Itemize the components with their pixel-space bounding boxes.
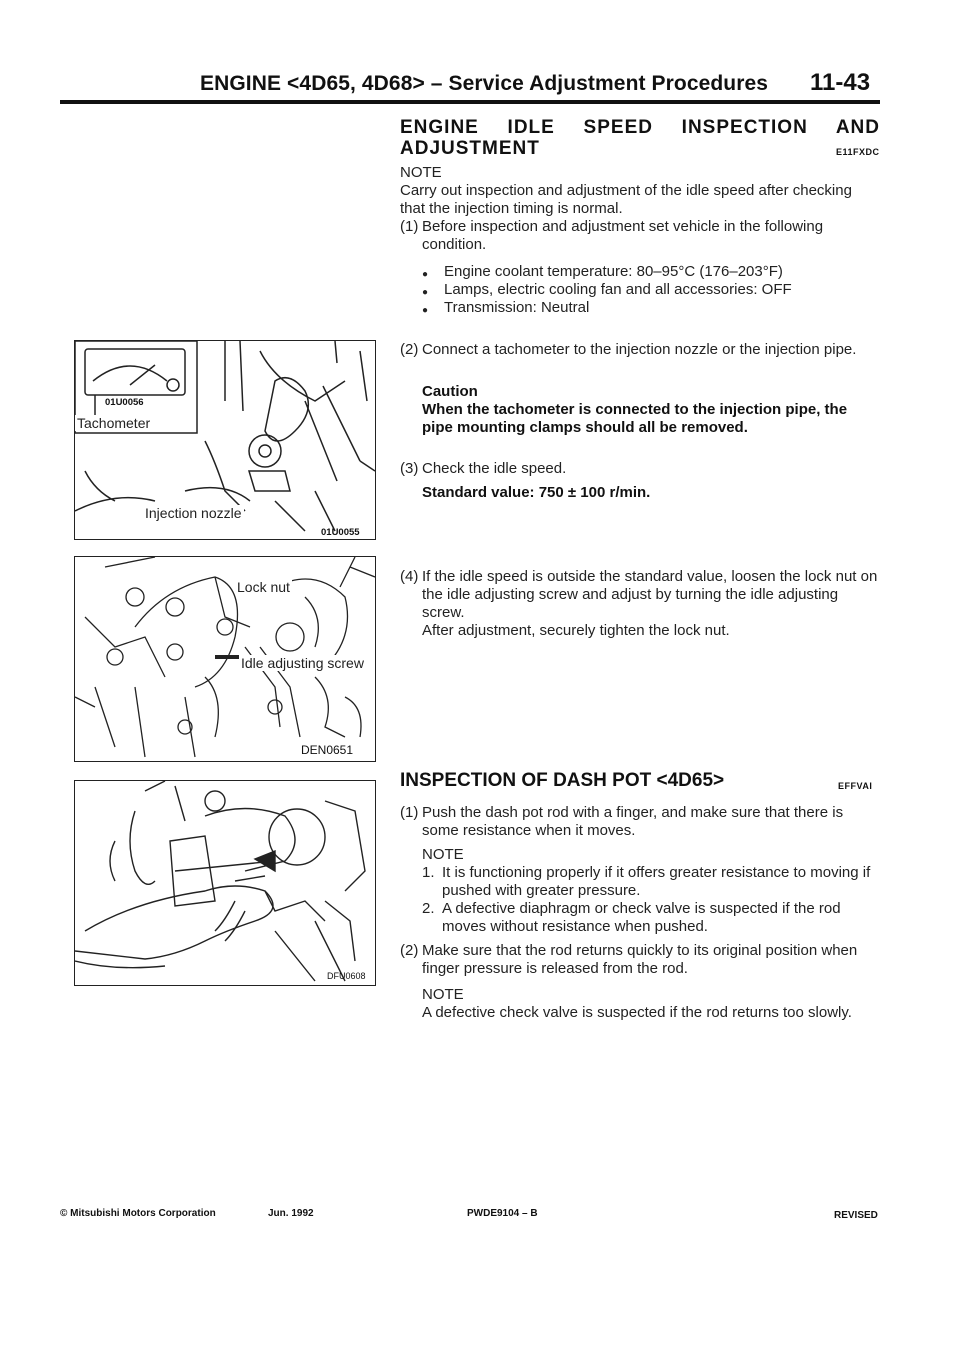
- bullet-item: ● Engine coolant temperature: 80–95°C (176–203°F): [444, 263, 783, 281]
- step-text: Make sure that the rod returns quickly to its original position when finger pressure is released from the rod.: [422, 942, 858, 977]
- label-injection-nozzle: Injection nozzle: [145, 505, 242, 521]
- note-label: NOTE: [400, 164, 442, 181]
- step-number: (1): [400, 804, 419, 821]
- caution-text: When the tachometer is connected to the injection pipe, the pipe mounting clamps should all be removed.: [422, 401, 848, 436]
- note-text: It is functioning properly if it offers greater resistance to moving if pushed with greater pressure.: [442, 864, 871, 899]
- section-title-idle-line2: ADJUSTMENT: [400, 138, 540, 159]
- figure-code: DFU0608: [327, 971, 366, 981]
- section-title-idle: ENGINE IDLE SPEED INSPECTION AND: [400, 117, 880, 138]
- standard-value: Standard value: 750 ± 100 r/min.: [422, 484, 651, 501]
- step-text-after: After adjustment, securely tighten the lock nut.: [422, 622, 730, 639]
- dash-pot-illustration: [75, 781, 375, 985]
- caution-label: Caution: [422, 383, 478, 400]
- note-text: Carry out inspection and adjustment of the idle speed after checking that the injection timing is normal.: [400, 182, 852, 217]
- step-number: (4): [400, 568, 419, 585]
- section-code-idle: E11FXDC: [836, 147, 880, 157]
- label-tachometer: Tachometer: [77, 415, 151, 431]
- note-text: A defective diaphragm or check valve is suspected if the rod moves without resistance when pushed.: [442, 900, 841, 935]
- note-number: 2.: [422, 900, 435, 917]
- label-lock-nut: Lock nut: [237, 579, 290, 595]
- step-text: Before inspection and adjustment set vehicle in the following condition.: [422, 218, 824, 253]
- section-title-dashpot: INSPECTION OF DASH POT <4D65>: [400, 770, 725, 791]
- step-text: Connect a tachometer to the injection nozzle or the injection pipe.: [422, 341, 857, 358]
- figure-dash-pot: [74, 780, 376, 986]
- footer-copyright: © Mitsubishi Motors Corporation: [60, 1208, 216, 1219]
- step-number: (1): [400, 218, 419, 235]
- note-label: NOTE: [422, 846, 464, 863]
- step-text: Push the dash pot rod with a finger, and make sure that there is some resistance when it moves.: [422, 804, 844, 839]
- figure-idle-screw: [74, 556, 376, 762]
- footer-doc-code: PWDE9104 – B: [467, 1208, 538, 1219]
- note-label: NOTE: [422, 986, 464, 1003]
- label-idle-adjusting-screw: Idle adjusting screw: [241, 655, 364, 671]
- note-number: 1.: [422, 864, 435, 881]
- bullet-item: ● Lamps, electric cooling fan and all accessories: OFF: [444, 281, 792, 299]
- page-number: 11-43: [810, 69, 871, 96]
- note-text: A defective check valve is suspected if the rod returns too slowly.: [422, 1004, 852, 1021]
- section-code-dashpot: EFFVAI: [838, 781, 873, 791]
- figure-inset-code: 01U0056: [105, 397, 144, 408]
- page-header-title: ENGINE <4D65, 4D68> – Service Adjustment Procedures: [200, 72, 769, 95]
- footer-status: REVISED: [834, 1210, 878, 1221]
- bullet-item: ● Transmission: Neutral: [444, 299, 589, 317]
- figure-code: DEN0651: [301, 743, 354, 757]
- step-number: (2): [400, 942, 419, 959]
- step-text: If the idle speed is outside the standard value, loosen the lock nut on the idle adjusting screw and adjust by turning the idle adjusting screw.: [422, 568, 878, 621]
- figure-code: 01U0055: [321, 527, 360, 538]
- figure-tachometer: [74, 340, 376, 540]
- step-number: (2): [400, 341, 419, 358]
- header-rule: [60, 100, 880, 104]
- step-text: Check the idle speed.: [422, 460, 567, 477]
- footer-date: Jun. 1992: [268, 1208, 314, 1219]
- step-number: (3): [400, 460, 419, 477]
